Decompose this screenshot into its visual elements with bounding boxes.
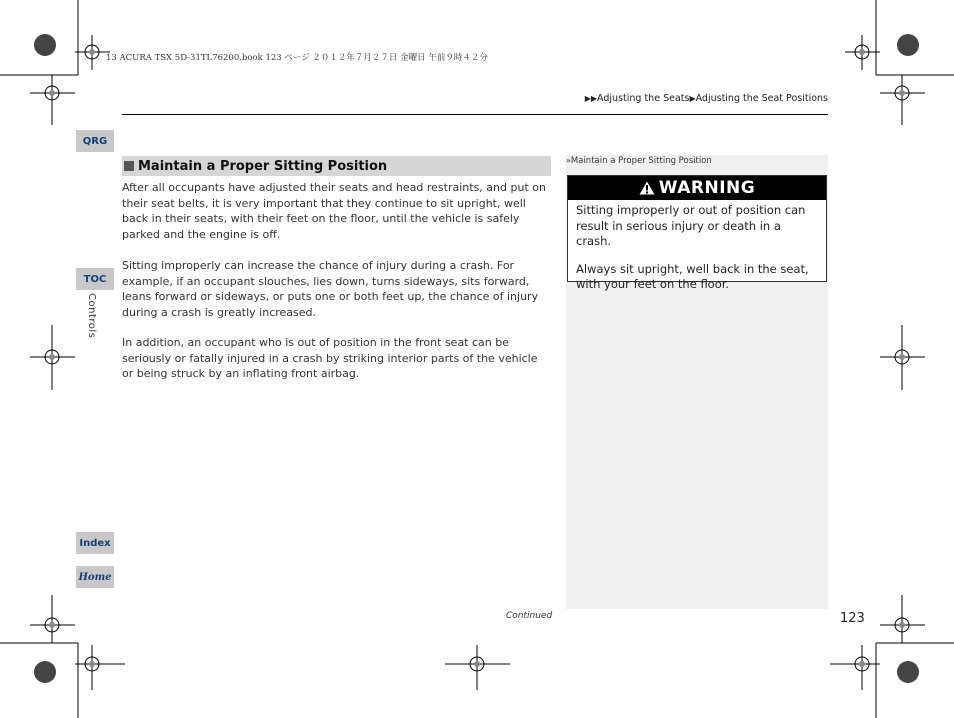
chapter-tab-controls: Controls	[86, 293, 97, 339]
section-heading	[122, 156, 551, 176]
qrg-button[interactable]: QRG	[76, 130, 114, 152]
sidebar-reference[interactable]	[566, 156, 712, 166]
home-button[interactable]: Home	[76, 566, 114, 588]
body-paragraph-2: Sitting improperly can increase the chance of injury during a crash. For example, if an occupant slouches, lies down, turns sideways, sits forward, leans forward or sideways, or puts one or both feet up, the chance of injury during a crash is greatly increased.	[122, 259, 539, 319]
header-rule	[122, 114, 828, 115]
warning-header	[568, 176, 826, 200]
printer-info-line: 13 ACURA TSX 5D-31TL76200.book 123 ページ ２０１２年７月２７日 金曜日 午前９時４２分	[106, 53, 488, 63]
reference-arrow-icon: »	[566, 156, 571, 165]
body-paragraph-3: In addition, an occupant who is out of position in the front seat can be seriously or fatally injured in a crash by striking interior parts of the vehicle or being struck by an inflating front airbag.	[122, 336, 538, 380]
heading-square-icon	[124, 161, 134, 171]
warning-triangle-icon	[639, 181, 655, 195]
breadcrumb-marker: ▶▶	[584, 94, 598, 103]
warning-line-1: Sitting improperly or out of position can result in serious injury or death in a crash.	[576, 203, 806, 248]
body-paragraph-1: After all occupants have adjusted their seats and head restraints, and put on their seat belts, it is very important that they continue to sit upright, well back in their seats, with their feet on the floor, until the vehicle is safely parked and the engine is off.	[122, 181, 546, 241]
breadcrumb	[585, 93, 828, 104]
toc-button[interactable]: TOC	[76, 268, 114, 290]
sidebar-reference-title: Maintain a Proper Sitting Position	[570, 156, 712, 166]
index-button[interactable]: Index	[76, 532, 114, 554]
continued-label: Continued	[506, 611, 553, 621]
breadcrumb-item-adjusting-seats[interactable]: Adjusting the Seats	[597, 93, 690, 104]
breadcrumb-separator: ▶	[689, 94, 696, 103]
breadcrumb-item-seat-positions[interactable]: Adjusting the Seat Positions	[695, 93, 828, 104]
warning-label: WARNING	[658, 178, 756, 198]
warning-line-2: Always sit upright, well back in the seat, with your feet on the floor.	[576, 261, 809, 291]
page-number: 123	[840, 611, 865, 626]
section-title: Maintain a Proper Sitting Position	[138, 158, 388, 174]
warning-box	[567, 175, 827, 291]
